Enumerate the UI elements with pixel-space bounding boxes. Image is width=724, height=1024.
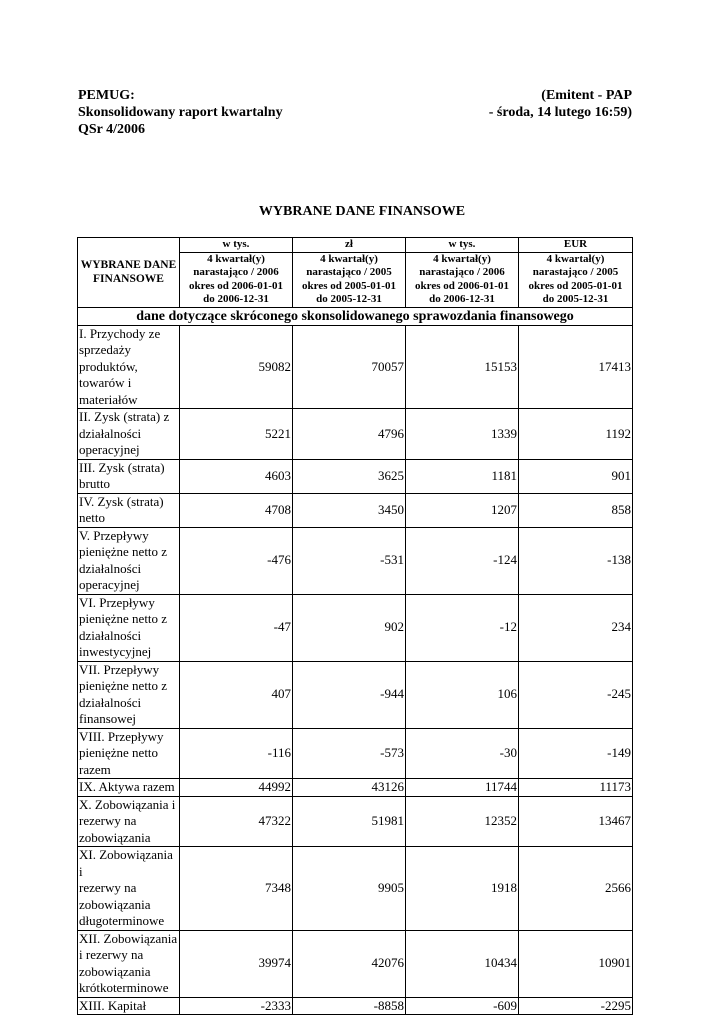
table-row <box>78 527 633 594</box>
value-cell: 39974 <box>180 930 293 997</box>
row-label-line: razem <box>79 761 111 777</box>
value-cell: 59082 <box>180 325 293 409</box>
value-cell: 3450 <box>293 493 406 527</box>
value-cell: -149 <box>519 728 633 779</box>
row-label <box>78 409 180 460</box>
unit-header: w tys. <box>406 238 519 253</box>
row-label <box>78 847 180 931</box>
row-label-line: operacyjnej <box>79 577 140 592</box>
row-label-line: długoterminowe <box>79 913 165 928</box>
value-cell: 44992 <box>180 779 293 797</box>
value-cell: 2566 <box>519 847 633 931</box>
value-cell: 1181 <box>406 459 519 493</box>
row-label-line: VI. Przepływy <box>79 594 155 610</box>
value-cell: -30 <box>406 728 519 779</box>
row-label-line: działalności <box>79 425 142 441</box>
row-label <box>78 930 180 997</box>
header-row-1 <box>78 87 632 104</box>
value-cell: -124 <box>406 527 519 594</box>
corner-header: WYBRANE DANE FINANSOWE <box>78 238 180 308</box>
value-cell: 11173 <box>519 779 633 797</box>
table-row <box>78 847 633 931</box>
table-row <box>78 325 633 409</box>
value-cell: 234 <box>519 594 633 661</box>
table-row <box>78 459 633 493</box>
row-label-line: IX. Aktywa razem <box>79 779 175 794</box>
row-label-line: III. Zysk (strata) <box>79 459 165 475</box>
period-header: 4 kwartał(y) narastająco / 2006 okres od 2006-01-01 do 2006-12-31 <box>180 252 293 307</box>
table-row <box>78 493 633 527</box>
table-row <box>78 594 633 661</box>
value-cell: -531 <box>293 527 406 594</box>
value-cell: 407 <box>180 661 293 728</box>
period-header: 4 kwartał(y) narastająco / 2005 okres od 2005-01-01 do 2005-12-31 <box>293 252 406 307</box>
value-cell: -245 <box>519 661 633 728</box>
value-cell: 43126 <box>293 779 406 797</box>
value-cell: 13467 <box>519 796 633 847</box>
row-label-line: XI. Zobowiązania i <box>79 847 173 879</box>
table-row <box>78 796 633 847</box>
value-cell: 47322 <box>180 796 293 847</box>
row-label <box>78 997 180 1015</box>
unit-header: zł <box>293 238 406 253</box>
row-label-line: produktów, <box>79 358 138 374</box>
value-cell: 12352 <box>406 796 519 847</box>
report-header <box>78 87 632 138</box>
row-label <box>78 325 180 409</box>
value-cell: 5221 <box>180 409 293 460</box>
row-label-line: I. Przychody ze <box>79 325 161 341</box>
value-cell: 15153 <box>406 325 519 409</box>
row-label-line: działalności <box>79 627 142 643</box>
value-cell: 902 <box>293 594 406 661</box>
value-cell: 1207 <box>406 493 519 527</box>
row-label-line: VII. Przepływy <box>79 661 160 677</box>
value-cell: -138 <box>519 527 633 594</box>
value-cell: 1918 <box>406 847 519 931</box>
value-cell: -944 <box>293 661 406 728</box>
table-row <box>78 779 633 797</box>
unit-header: w tys. <box>180 238 293 253</box>
row-label-line: rezerwy na <box>79 880 137 895</box>
value-cell: 858 <box>519 493 633 527</box>
section-row <box>78 307 633 325</box>
table-row <box>78 930 633 997</box>
period-header: 4 kwartał(y) narastająco / 2006 okres od 2006-01-01 do 2006-12-31 <box>406 252 519 307</box>
row-label-line: brutto <box>79 476 111 491</box>
company-name: PEMUG: <box>78 88 135 103</box>
table-row <box>78 728 633 779</box>
value-cell: 11744 <box>406 779 519 797</box>
value-cell: 106 <box>406 661 519 728</box>
row-label-line: zobowiązania <box>79 829 151 845</box>
row-label-line: działalności <box>79 560 142 576</box>
value-cell: 4708 <box>180 493 293 527</box>
financial-data-table <box>77 237 633 1015</box>
value-cell: -12 <box>406 594 519 661</box>
value-cell: 51981 <box>293 796 406 847</box>
row-label-line: sprzedaży <box>79 342 131 357</box>
value-cell: -47 <box>180 594 293 661</box>
value-cell: 42076 <box>293 930 406 997</box>
row-label-line: działalności <box>79 694 142 710</box>
row-label-line: VIII. Przepływy <box>79 728 164 744</box>
row-label <box>78 796 180 847</box>
value-cell: -609 <box>406 997 519 1015</box>
row-label-line: materiałów <box>79 391 138 407</box>
row-label-line: XII. Zobowiązania <box>79 930 178 946</box>
publication-datetime: - środa, 14 lutego 16:59) <box>488 105 632 120</box>
section-header: dane dotyczące skróconego skonsolidowanego sprawozdania finansowego <box>78 307 633 325</box>
row-label-line: pieniężne netto <box>79 745 159 760</box>
value-cell: 1192 <box>519 409 633 460</box>
row-label <box>78 594 180 661</box>
value-cell: 3625 <box>293 459 406 493</box>
value-cell: 7348 <box>180 847 293 931</box>
value-cell: 10434 <box>406 930 519 997</box>
value-cell: -2295 <box>519 997 633 1015</box>
value-cell: 4796 <box>293 409 406 460</box>
units-row <box>78 238 633 253</box>
value-cell: -8858 <box>293 997 406 1015</box>
value-cell: 10901 <box>519 930 633 997</box>
value-cell: -116 <box>180 728 293 779</box>
table-row <box>78 409 633 460</box>
row-label-line: netto <box>79 510 105 525</box>
value-cell: -476 <box>180 527 293 594</box>
row-label <box>78 728 180 779</box>
page-title: WYBRANE DANE FINANSOWE <box>258 204 466 219</box>
table-row <box>78 661 633 728</box>
value-cell: 70057 <box>293 325 406 409</box>
row-label <box>78 493 180 527</box>
row-label <box>78 527 180 594</box>
row-label-line: inwestycyjnej <box>79 644 152 659</box>
row-label <box>78 459 180 493</box>
row-label-line: towarów i <box>79 375 132 390</box>
value-cell: -573 <box>293 728 406 779</box>
row-label-line: pieniężne netto z <box>79 544 168 559</box>
row-label-line: finansowej <box>79 711 137 726</box>
row-label-line: pieniężne netto z <box>79 678 168 693</box>
row-label-line: pieniężne netto z <box>79 611 168 626</box>
row-label-line: zobowiązania <box>79 896 151 912</box>
row-label <box>78 779 180 797</box>
header-row-2 <box>78 104 632 121</box>
report-code: QSr 4/2006 <box>78 122 146 137</box>
row-label-line: krótkoterminowe <box>79 980 169 995</box>
row-label-line: i rezerwy na <box>79 947 144 962</box>
row-label-line: operacyjnej <box>79 442 140 457</box>
row-label-line: zobowiązania <box>79 963 151 979</box>
row-label-line: X. Zobowiązania i <box>79 796 176 812</box>
report-type: Skonsolidowany raport kwartalny <box>78 105 283 120</box>
issuer-label: (Emitent - PAP <box>541 88 632 103</box>
table-row <box>78 997 633 1015</box>
row-label-line: rezerwy na <box>79 813 137 828</box>
row-label-line: II. Zysk (strata) z <box>79 409 170 424</box>
row-label-line: IV. Zysk (strata) <box>79 493 164 509</box>
unit-header: EUR <box>519 238 633 253</box>
value-cell: 4603 <box>180 459 293 493</box>
row-label-line: V. Przepływy <box>79 527 149 543</box>
period-header: 4 kwartał(y) narastająco / 2005 okres od 2005-01-01 do 2005-12-31 <box>519 252 633 307</box>
row-label <box>78 661 180 728</box>
row-label-line: XIII. Kapitał <box>79 997 147 1013</box>
value-cell: 9905 <box>293 847 406 931</box>
value-cell: 17413 <box>519 325 633 409</box>
value-cell: 1339 <box>406 409 519 460</box>
value-cell: -2333 <box>180 997 293 1015</box>
value-cell: 901 <box>519 459 633 493</box>
header-row-3 <box>78 121 632 138</box>
